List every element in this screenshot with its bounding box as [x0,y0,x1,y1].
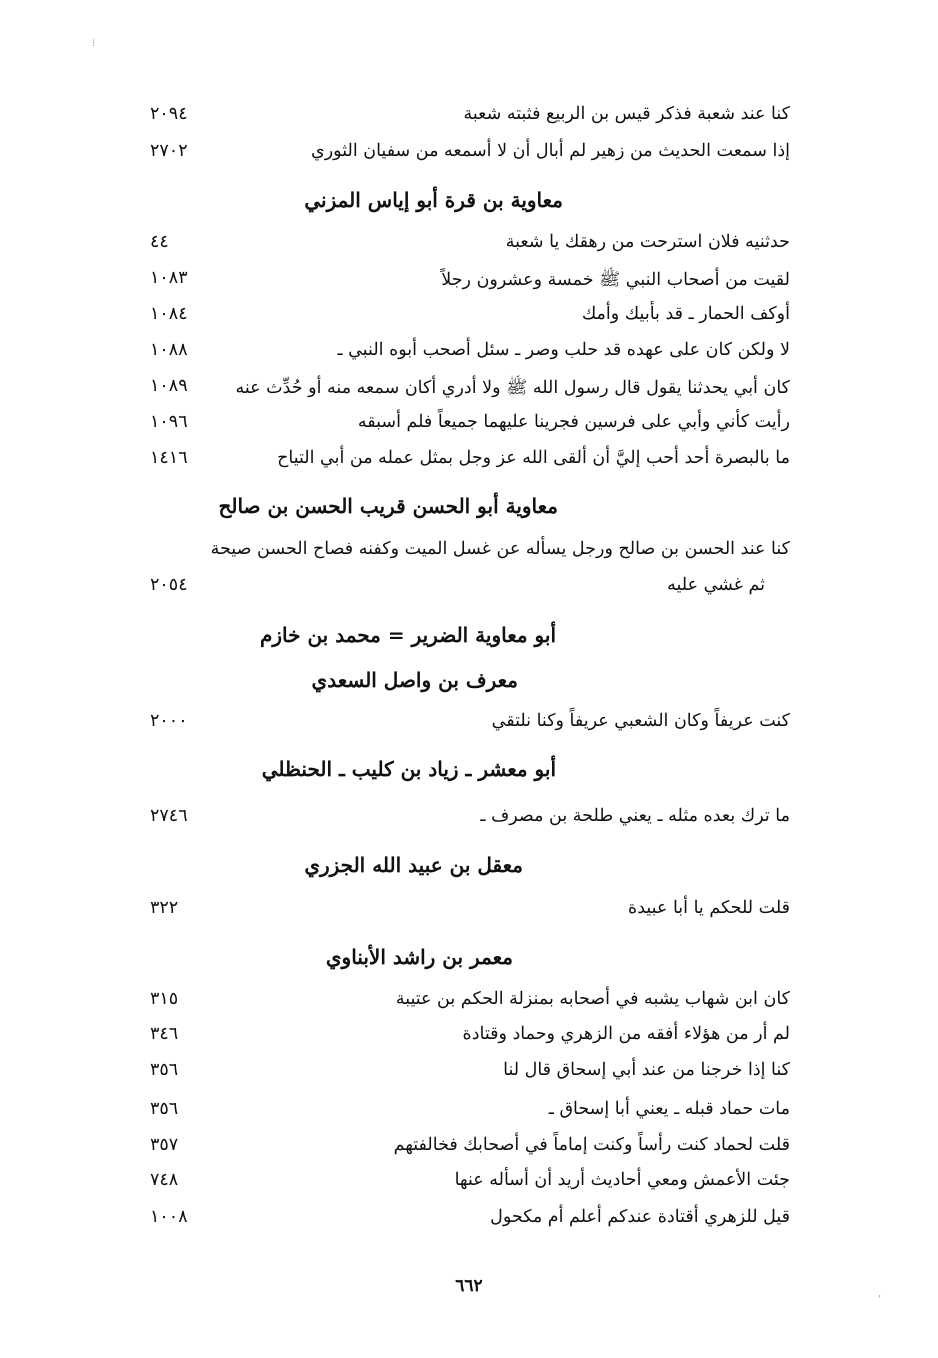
entry-number: ١٠٠٨ [150,1207,188,1227]
entry-text: كنت عريفاً وكان الشعبي عريفاً وكنا نلتقي [491,711,790,731]
entry-text: حدثنيه فلان استرحت من رهقك يا شعبة [505,232,790,252]
entry-number: ١٠٨٤ [150,304,188,324]
entry-number: ٣١٥ [150,989,179,1009]
entry-text: كان أبي يحدثنا يقول قال رسول الله ﷺ ولا أدري أكان سمعه منه أو حُدِّث عنه [235,378,790,398]
entry-number: ٣٢٢ [150,898,179,918]
section-heading: معاوية أبو الحسن قريب الحسن بن صالح [218,494,558,518]
entry-number: ١٠٨٨ [150,340,188,360]
entry-number: ٢٧٤٦ [150,806,188,826]
section-heading: أبو معاوية الضرير = محمد بن خازم [260,623,556,647]
entry-text: قلت لحماد كنت رأساً وكنت إماماً في أصحابك فخالفتهم [393,1135,790,1155]
entry-text: رأيت كأني وأبي على فرسين فجرينا عليهما جميعاً فلم أسبقه [357,412,790,432]
entry-number: ٢٠٥٤ [150,575,188,595]
entry-number: ٢٧٠٢ [150,141,188,161]
section-heading: معمر بن راشد الأبناوي [325,945,513,969]
entry-number: ١٤١٦ [150,448,188,468]
entry-text: كان ابن شهاب يشبه في أصحابه بمنزلة الحكم بن عتيبة [395,989,790,1009]
section-heading: معقل بن عبيد الله الجزري [304,853,523,877]
entry-number: ٣٥٦ [150,1060,179,1080]
entry-text: قلت للحكم يا أبا عبيدة [628,898,790,918]
section-heading: أبو معشر ـ زياد بن كليب ـ الحنظلي [261,757,556,781]
entry-number: ١٠٩٦ [150,412,188,432]
entry-number: ٣٥٧ [150,1135,179,1155]
entry-number: ٣٥٦ [150,1099,179,1119]
entry-text: كنا عند الحسن بن صالح ورجل يسأله عن غسل الميت وكفنه فصاح الحسن صيحة [210,539,790,559]
entry-text: كنا عند شعبة فذكر قيس بن الربيع فثبته شعبة [463,104,790,124]
entry-number: ٧٤٨ [150,1170,179,1190]
entry-number: ٢٠٩٤ [150,104,188,124]
entry-text: مات حماد قبله ـ يعني أبا إسحاق ـ [548,1099,790,1119]
entry-text-continuation: ثم غشي عليه [667,575,765,595]
entry-text: قيل للزهري أقتادة عندكم أعلم أم مكحول [490,1207,790,1227]
entry-text: كنا إذا خرجنا من عند أبي إسحاق قال لنا [503,1060,790,1080]
entry-text: أوكف الحمار ـ قد بأبيك وأمك [581,304,790,324]
entry-text: إذا سمعت الحديث من زهير لم أبال أن لا أسمعه من سفيان الثوري [311,141,790,161]
entry-text: ما ترك بعده مثله ـ يعني طلحة بن مصرف ـ [480,806,790,826]
entry-text: لقيت من أصحاب النبي ﷺ خمسة وعشرون رجلاً [441,270,790,290]
entry-number: ٢٠٠٠ [150,711,188,731]
entry-text: ما بالبصرة أحد أحب إليَّ أن ألقى الله عز وجل بمثل عمله من أبي التياح [277,448,790,468]
section-heading: معرف بن واصل السعدي [311,668,518,692]
entry-text: جئت الأعمش ومعي أحاديث أريد أن أسأله عنها [454,1170,790,1190]
margin-mark: , [878,1288,882,1299]
section-heading: معاوية بن قرة أبو إياس المزني [304,188,563,212]
entry-number: ٤٤ [150,232,169,252]
entry-text: لم أر من هؤلاء أفقه من الزهري وحماد وقتادة [462,1024,790,1044]
entry-number: ١٠٨٩ [150,376,188,396]
margin-mark: ⁝ [92,38,96,49]
entry-number: ٣٤٦ [150,1024,179,1044]
entry-number: ١٠٨٣ [150,268,188,288]
entry-text: لا ولكن كان على عهده قد حلب وصر ـ سئل أصحب أبوه النبي ـ [337,340,790,360]
page-number: ٦٦٢ [455,1276,483,1296]
